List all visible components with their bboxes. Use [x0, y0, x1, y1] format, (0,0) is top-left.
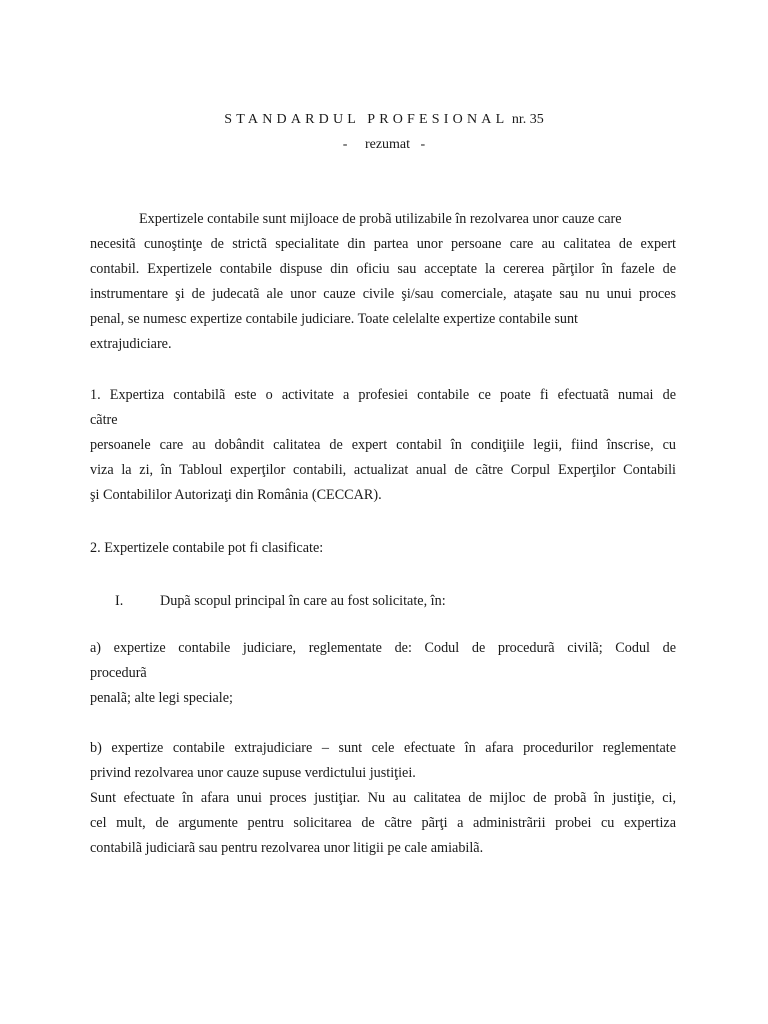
paragraph-line: Sunt efectuate în afara unui proces justiţiar. Nu au calitatea de mijloc de probã în justiţie, ci, — [90, 790, 676, 806]
paragraph-line: Expertizele contabile sunt mijloace de probã utilizabile în rezolvarea unor cauze care — [139, 211, 622, 227]
roman-list-item — [115, 589, 446, 614]
paragraph-line: cel mult, de argumente pentru solicitarea de cãtre pãrţi a administrãrii probei cu expertiza — [90, 815, 676, 831]
paragraph-line: extrajudiciare. — [90, 336, 172, 352]
point-b-paragraph — [90, 736, 676, 861]
paragraph-line: necesitã cunoştinţe de strictã specialitate din partea unor persoane care au calitatea de expert — [90, 236, 676, 252]
document-subtitle: - rezumat - — [342, 137, 426, 152]
paragraph-line: instrumentare şi de judecatã ale unor cauze civile şi/sau comerciale, ataşate sau nu unui proces — [90, 286, 676, 302]
point-a-paragraph — [90, 636, 676, 711]
paragraph-line: contabilã judiciarã sau pentru rezolvarea unor litigii pe cale amiabilã. — [90, 840, 484, 856]
roman-numeral: I. — [115, 593, 124, 609]
paragraph-line: procedurã — [90, 665, 147, 681]
paragraph-line: 1. Expertiza contabilã este o activitate a profesiei contabile ce poate fi efectuatã numai de — [90, 387, 676, 403]
paragraph-line: viza la zi, în Tabloul experţilor contabili, actualizat anual de cãtre Corpul Experţilor Contabili — [90, 462, 676, 478]
paragraph-line: şi Contabililor Autorizaţi din România (CECCAR). — [90, 487, 382, 503]
roman-item-text: Dupã scopul principal în care au fost solicitate, în: — [160, 593, 446, 609]
title-number: nr. 35 — [511, 112, 544, 127]
paragraph-line: penalã; alte legi speciale; — [90, 690, 233, 706]
document-title — [0, 108, 768, 132]
title-standard-name: STANDARDUL PROFESIONAL — [224, 112, 509, 127]
paragraph-line: contabil. Expertizele contabile dispuse din oficiu sau acceptate la cererea pãrţilor în fazele de — [90, 261, 676, 277]
intro-paragraph — [90, 207, 676, 357]
point-2-heading — [90, 536, 676, 561]
point-1-paragraph — [90, 383, 676, 508]
paragraph-line: b) expertize contabile extrajudiciare – sunt cele efectuate în afara procedurilor reglementate — [90, 740, 676, 756]
paragraph-line: a) expertize contabile judiciare, reglementate de: Codul de procedurã civilã; Codul de — [90, 640, 676, 656]
paragraph-line: cãtre — [90, 412, 118, 428]
paragraph-line: penal, se numesc expertize contabile judiciare. Toate celelalte expertize contabile sunt — [90, 311, 578, 327]
paragraph-line: privind rezolvarea unor cauze supuse verdictului justiţiei. — [90, 765, 416, 781]
paragraph-line: 2. Expertizele contabile pot fi clasificate: — [90, 540, 324, 556]
paragraph-line: persoanele care au dobândit calitatea de expert contabil în condiţiile legii, fiind înscrise, cu — [90, 437, 676, 453]
